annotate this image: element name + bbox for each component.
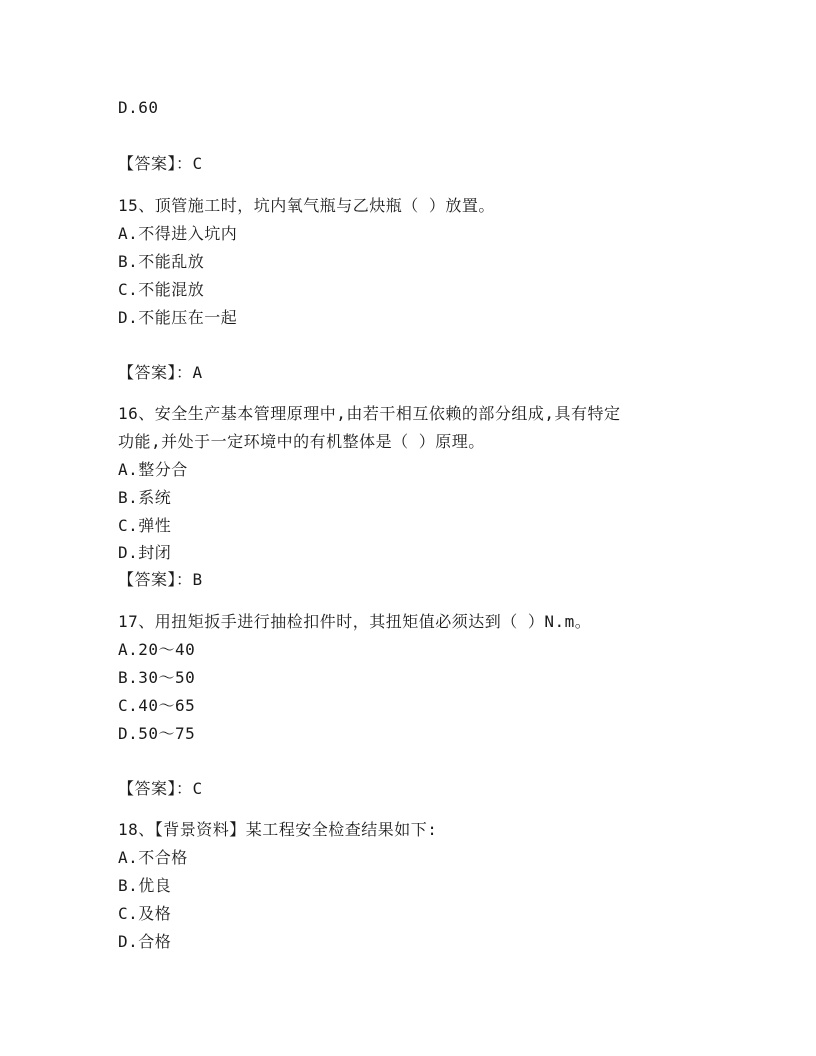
- q18-option-d: D.合格: [118, 932, 172, 951]
- q17-option-a: A.20～40: [118, 640, 196, 659]
- q16-stem-line2: 功能,并处于一定环境中的有机整体是（ ）原理。: [118, 432, 485, 451]
- q17-stem: 17、用扭矩扳手进行抽检扣件时，其扭矩值必须达到（ ）N.m。: [118, 612, 592, 631]
- q17-answer: 【答案】：C: [118, 779, 203, 798]
- prev-answer: 【答案】：C: [118, 154, 203, 173]
- q15-option-d: D.不能压在一起: [118, 308, 238, 327]
- q15-option-c: C.不能混放: [118, 280, 205, 299]
- q16-option-b: B.系统: [118, 488, 172, 507]
- q16-option-d: D.封闭: [118, 543, 172, 562]
- q18-option-a: A.不合格: [118, 848, 188, 867]
- q17-option-d: D.50～75: [118, 724, 196, 743]
- q15-option-b: B.不能乱放: [118, 252, 205, 271]
- q17-option-b: B.30～50: [118, 668, 196, 687]
- q17-option-c: C.40～65: [118, 696, 196, 715]
- q15-option-a: A.不得进入坑内: [118, 224, 238, 243]
- prev-option-d: D.60: [118, 98, 159, 117]
- q15-stem: 15、顶管施工时，坑内氧气瓶与乙炔瓶（ ）放置。: [118, 196, 495, 215]
- q15-answer: 【答案】：A: [118, 363, 203, 382]
- q16-stem-line1: 16、安全生产基本管理原理中,由若干相互依赖的部分组成,具有特定: [118, 404, 621, 423]
- q18-option-b: B.优良: [118, 876, 172, 895]
- q18-option-c: C.及格: [118, 904, 172, 923]
- q16-answer: 【答案】：B: [118, 570, 203, 589]
- q16-option-c: C.弹性: [118, 516, 172, 535]
- q16-option-a: A.整分合: [118, 460, 188, 479]
- q18-stem: 18、【背景资料】某工程安全检查结果如下:: [118, 820, 438, 839]
